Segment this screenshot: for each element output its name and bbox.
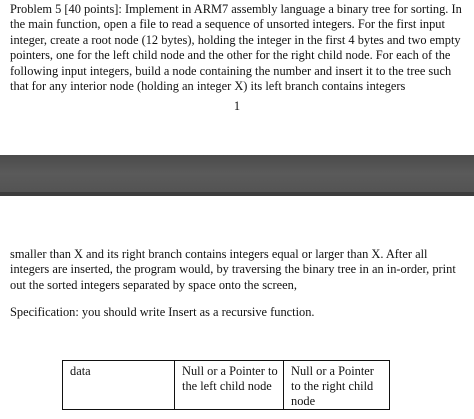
document-page-2 [0, 196, 474, 419]
table-cell-left-pointer: Null or a Pointer to the left child node [175, 361, 284, 410]
node-layout-table [62, 360, 390, 410]
document-page-1 [0, 0, 474, 155]
continuation-paragraph: smaller than X and its right branch contains integers equal or larger than X. After all integers are inserted, the program would, by traversing the binary tree in an in-order, print out the sorted integers separated by space onto the screen, [10, 247, 456, 292]
table-cell-data: data [63, 361, 175, 410]
table-cell-right-pointer: Null or a Pointer to the right child node [284, 361, 390, 410]
page-separator [0, 155, 474, 196]
problem-paragraph: Problem 5 [40 points]: Implement in ARM7 assembly language a binary tree for sorting. In the main function, open a file to read a sequence of unsorted integers. For the first input integer, create a root node (12 bytes), holding the integer in the first 4 bytes and two empty pointers, one for the left child node and the other for the right child node. For each of the following input integers, build a node containing the number and insert it to the tree such that for any interior node (holding an integer X) its left branch contains integers [10, 2, 462, 94]
specification-text: Specification: you should write Insert as a recursive function. [10, 305, 315, 319]
page-number: 1 [233, 99, 241, 113]
table-row [63, 361, 390, 410]
